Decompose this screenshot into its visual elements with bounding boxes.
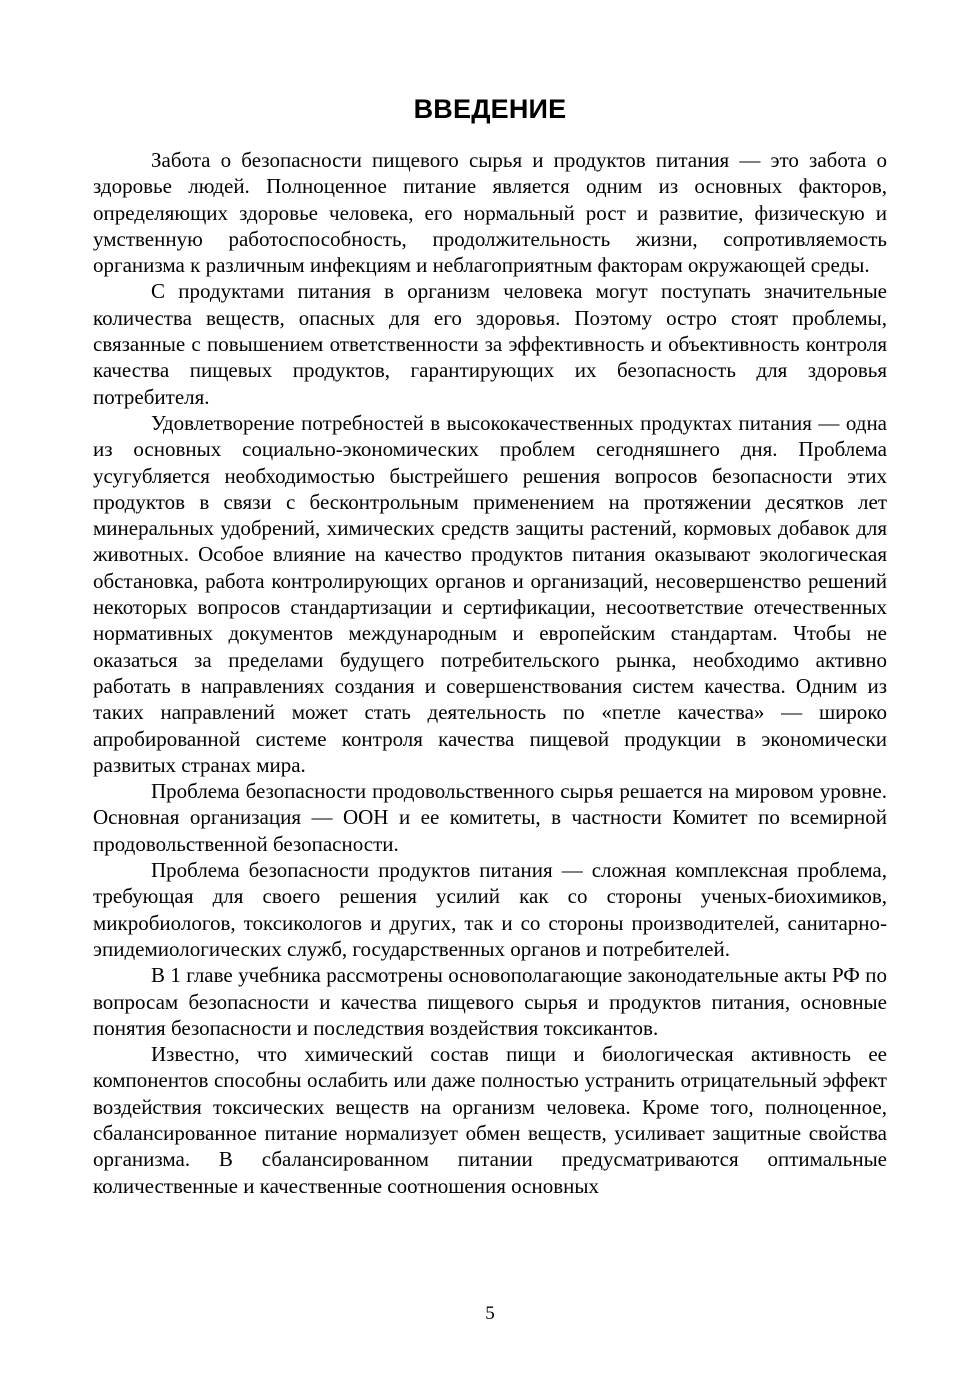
body-text [93, 147, 887, 1199]
paragraph-3: Удовлетворение потребностей в высококачественных продуктах питания — одна из основных социально-экономических проблем сегодняшнего дня. Проблема усугубляется необходимостью быстрейшего решения вопросов безопасности этих продуктов в связи с бесконтрольным применением на протяжении десятков лет минеральных удобрений, химических средств защиты растений, кормовых добавок для животных. Особое влияние на качество продуктов питания оказывают экологическая обстановка, работа контролирующих органов и организаций, несовершенство решений некоторых вопросов стандартизации и сертификации, несоответствие отечественных нормативных документов международным и европейским стандартам. Чтобы не оказаться за пределами будущего потребительского рынка, необходимо активно работать в направлениях создания и совершенствования систем качества. Одним из таких направлений может стать деятельность по «петле качества» — широко апробированной системе контроля качества пищевой продукции в экономически развитых странах мира. [93, 410, 887, 777]
paragraph-5: Проблема безопасности продуктов питания — сложная комплексная проблема, требующая для своего решения усилий как со стороны ученых-биохимиков, микробиологов, токсикологов и других, так и со стороны производителей, санитарно-эпидемиологических служб, государственных органов и потребителей. [93, 858, 887, 961]
paragraph-6: В 1 главе учебника рассмотрены основополагающие законодательные акты РФ по вопросам безопасности и качества пищевого сырья и продуктов питания, основные понятия безопасности и последствия воздействия токсикантов. [93, 963, 887, 1040]
paragraph-4: Проблема безопасности продовольственного сырья решается на мировом уровне. Основная организация — ООН и ее комитеты, в частности Комитет по всемирной продовольственной безопасности. [93, 779, 887, 856]
page-title: ВВЕДЕНИЕ [413, 94, 567, 124]
paragraph-1: Забота о безопасности пищевого сырья и продуктов питания — это забота о здоровье людей. Полноценное питание является одним из основных факторов, определяющих здоровье человека, его нормальный рост и развитие, физическую и умственную работоспособность, продолжительность жизни, сопротивляемость организма к различным инфекциям и неблагоприятным факторам окружающей среды. [93, 148, 887, 278]
paragraph-2: С продуктами питания в организм человека могут поступать значительные количества веществ, опасных для его здоровья. Поэтому остро стоят проблемы, связанные с повышением ответственности за эффективность и объективность контроля качества пищевых продуктов, гарантирующих их безопасность для здоровья потребителя. [93, 279, 887, 409]
paragraph-7: Известно, что химический состав пищи и биологическая активность ее компонентов способны ослабить или даже полностью устранить отрицательный эффект воздействия токсических веществ на организм человека. Кроме того, полноценное, сбалансированное питание нормализует обмен веществ, усиливает защитные свойства организма. В сбалансированном питании предусматриваются оптимальные количественные и качественные соотношения основных [93, 1042, 887, 1198]
page-number: 5 [485, 1303, 495, 1324]
